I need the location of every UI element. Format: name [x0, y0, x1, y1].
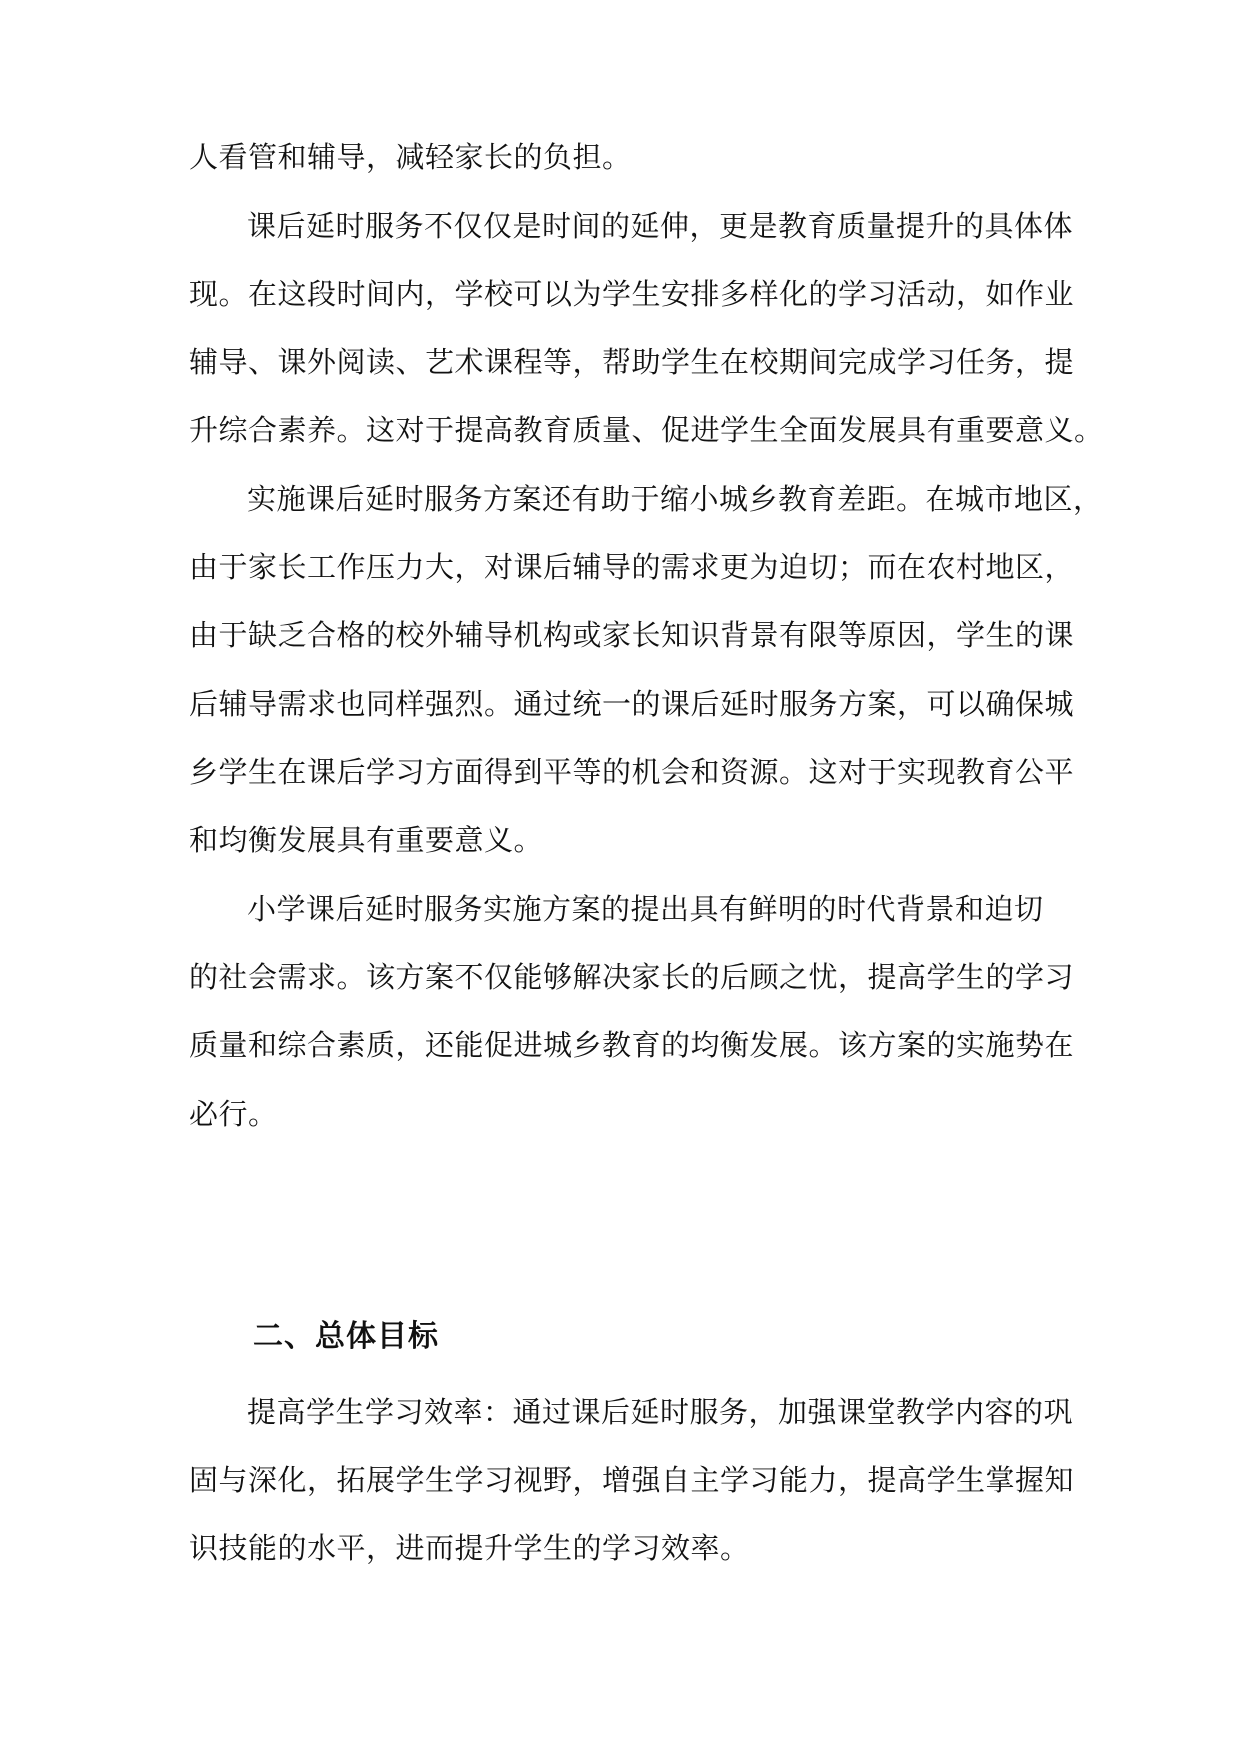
paragraph-2-line-4: 升综合素养。这对于提高教育质量、促进学生全面发展具有重要意义。 [189, 413, 1104, 447]
goal-paragraph-line-1: 提高学生学习效率：通过课后延时服务，加强课堂教学内容的巩 [247, 1395, 1074, 1429]
paragraph-4-line-3: 质量和综合素质，还能促进城乡教育的均衡发展。该方案的实施势在 [189, 1028, 1075, 1062]
paragraph-1-line-1: 人看管和辅导，减轻家长的负担。 [189, 140, 632, 174]
goal-paragraph-line-2: 固与深化，拓展学生学习视野，增强自主学习能力，提高学生掌握知 [189, 1463, 1075, 1497]
paragraph-3-line-4: 后辅导需求也同样强烈。通过统一的课后延时服务方案，可以确保城 [189, 687, 1075, 721]
paragraph-3-line-3: 由于缺乏合格的校外辅导机构或家长知识背景有限等原因，学生的课 [189, 618, 1075, 652]
paragraph-2-line-1: 课后延时服务不仅仅是时间的延伸，更是教育质量提升的具体体 [247, 209, 1074, 243]
paragraph-3-line-6: 和均衡发展具有重要意义。 [189, 823, 544, 857]
paragraph-4-line-2: 的社会需求。该方案不仅能够解决家长的后顾之忧，提高学生的学习 [189, 960, 1075, 994]
paragraph-3-line-5: 乡学生在课后学习方面得到平等的机会和资源。这对于实现教育公平 [189, 755, 1075, 789]
paragraph-3-line-2: 由于家长工作压力大，对课后辅导的需求更为迫切；而在农村地区， [189, 550, 1075, 584]
paragraph-4-line-4: 必行。 [189, 1097, 278, 1131]
paragraph-3-line-1: 实施课后延时服务方案还有助于缩小城乡教育差距。在城市地区， [247, 482, 1103, 516]
goal-paragraph-line-3: 识技能的水平，进而提升学生的学习效率。 [189, 1531, 750, 1565]
paragraph-4-line-1: 小学课后延时服务实施方案的提出具有鲜明的时代背景和迫切 [247, 892, 1044, 926]
paragraph-2-line-3: 辅导、课外阅读、艺术课程等，帮助学生在校期间完成学习任务，提 [189, 345, 1075, 379]
paragraph-2-line-2: 现。在这段时间内，学校可以为学生安排多样化的学习活动，如作业 [189, 277, 1075, 311]
section-heading: 二、总体目标 [253, 1319, 439, 1354]
